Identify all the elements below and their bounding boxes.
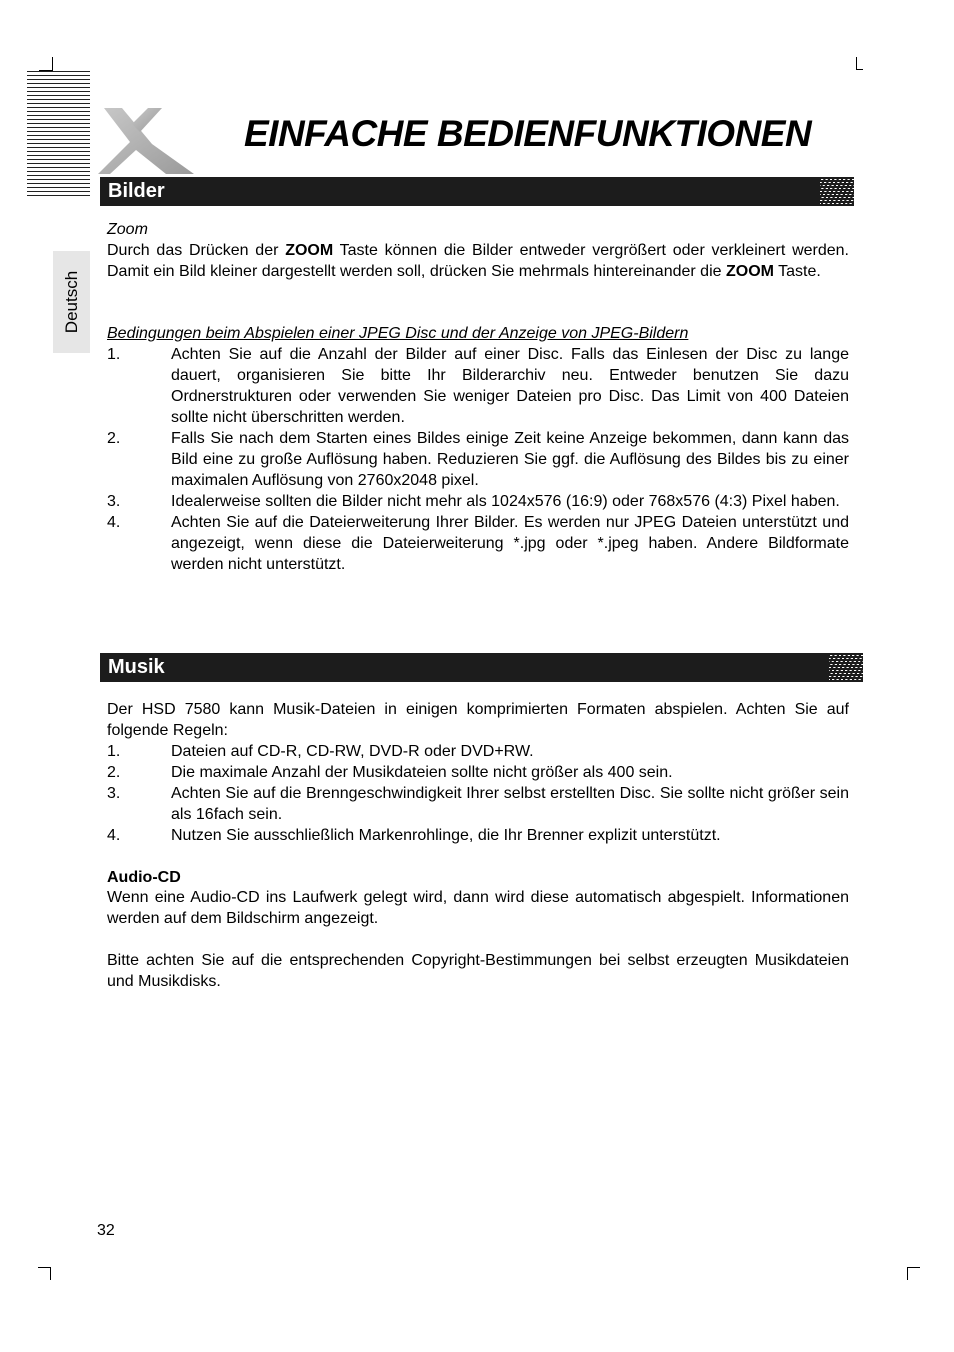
list-item-number: 1.	[107, 743, 121, 760]
crop-mark-bottom-right-v	[907, 1267, 908, 1280]
list-item	[107, 783, 849, 825]
list-item-text: Idealerweise sollten die Bilder nicht mehr als 1024x576 (16:9) oder 768x576 (4:3) Pixel haben.	[171, 493, 840, 510]
crop-mark-bottom-left-v	[50, 1267, 51, 1280]
crop-mark-top-right-h	[856, 69, 863, 70]
list-item-number: 1.	[107, 346, 121, 363]
section-bar-musik-pattern	[829, 653, 863, 682]
header-stripes	[27, 71, 90, 199]
jpeg-conditions-title: Bedingungen beim Abspielen einer JPEG Disc und der Anzeige von JPEG-Bildern	[107, 325, 689, 342]
section-bar-musik	[100, 653, 829, 682]
list-item	[107, 428, 849, 491]
list-item-text: Die maximale Anzahl der Musikdateien sollte nicht größer als 400 sein.	[171, 764, 673, 781]
zoom-paragraph	[107, 240, 849, 282]
zoom-key-2: ZOOM	[725, 263, 774, 280]
brand-x-logo	[96, 106, 196, 178]
audio-cd-title: Audio-CD	[107, 869, 181, 886]
list-item	[107, 512, 849, 575]
list-item-text: Nutzen Sie ausschließlich Markenrohlinge, die Ihr Brenner explizit unterstützt.	[171, 827, 721, 844]
zoom-key-1: ZOOM	[285, 242, 334, 259]
list-item	[107, 825, 849, 846]
zoom-text-2: Taste können die Bilder entweder vergrößert oder verkleinert werden. Damit ein Bild kleiner dargestellt werden soll, drücken Sie mehrmals hintereinander die	[107, 242, 850, 280]
list-item-number: 2.	[107, 430, 121, 447]
musik-intro: Der HSD 7580 kann Musik-Dateien in einigen komprimierten Formaten abspielen. Achten Sie auf folgende Regeln:	[107, 701, 849, 739]
section-bar-bilder-pattern	[820, 177, 854, 206]
jpeg-conditions-list	[107, 344, 849, 575]
list-item-number: 4.	[107, 827, 121, 844]
list-item-number: 4.	[107, 514, 121, 531]
list-item-text: Achten Sie auf die Brenngeschwindigkeit Ihrer selbst erstellten Disc. Sie sollte nicht größer sein als 16fach sein.	[171, 785, 849, 823]
crop-mark-top-left-v	[52, 57, 53, 71]
list-item	[107, 762, 849, 783]
zoom-text-3: Taste.	[773, 263, 821, 280]
list-item-number: 3.	[107, 493, 121, 510]
section-heading-bilder: Bilder	[108, 180, 165, 202]
section-bar-bilder	[100, 177, 820, 206]
copyright-text: Bitte achten Sie auf die entsprechenden Copyright-Bestimmungen bei selbst erzeugten Musikdateien und Musikdisks.	[107, 952, 849, 990]
list-item	[107, 344, 849, 428]
zoom-text-1: Durch das Drücken der	[107, 242, 286, 259]
audio-cd-text: Wenn eine Audio-CD ins Laufwerk gelegt wird, dann wird diese automatisch abgespielt. Informationen werden auf dem Bildschirm angezeigt.	[107, 889, 849, 927]
list-item-text: Dateien auf CD-R, CD-RW, DVD-R oder DVD+RW.	[171, 743, 534, 760]
musik-rules-list	[107, 741, 849, 846]
list-item-number: 2.	[107, 764, 121, 781]
page-number: 32	[97, 1222, 115, 1239]
list-item-number: 3.	[107, 785, 121, 802]
list-item	[107, 491, 849, 512]
section-heading-musik: Musik	[108, 656, 165, 678]
language-tab-label: Deutsch	[61, 270, 81, 334]
list-item-text: Falls Sie nach dem Starten eines Bildes einige Zeit keine Anzeige bekommen, dann kann das Bild eine zu große Auflösung haben. Reduzieren Sie ggf. die Auflösung des Bildes bis zu einer maximalen Auflösung von 2760x2048 pixel.	[171, 430, 849, 489]
crop-mark-bottom-right	[907, 1267, 920, 1268]
zoom-title: Zoom	[107, 221, 148, 238]
list-item-text: Achten Sie auf die Anzahl der Bilder auf einer Disc. Falls das Einlesen der Disc zu lange dauert, organisieren Sie bitte Ihr Bilderarchiv neu. Entweder benutzen Sie dazu Ordnerstrukturen oder verwenden Sie weniger Dateien pro Disc. Das Limit von 400 Dateien sollte nicht überschritten werden.	[171, 346, 849, 426]
list-item-text: Achten Sie auf die Dateierweiterung Ihrer Bilder. Es werden nur JPEG Dateien unterstützt und angezeigt, wenn diese die Dateierweiterung *.jpg oder *.jpeg haben. Andere Bildformate werden nicht unterstützt.	[171, 514, 849, 573]
list-item	[107, 741, 849, 762]
page-title: EINFACHE BEDIENFUNKTIONEN	[244, 113, 812, 154]
language-tab	[53, 251, 90, 353]
